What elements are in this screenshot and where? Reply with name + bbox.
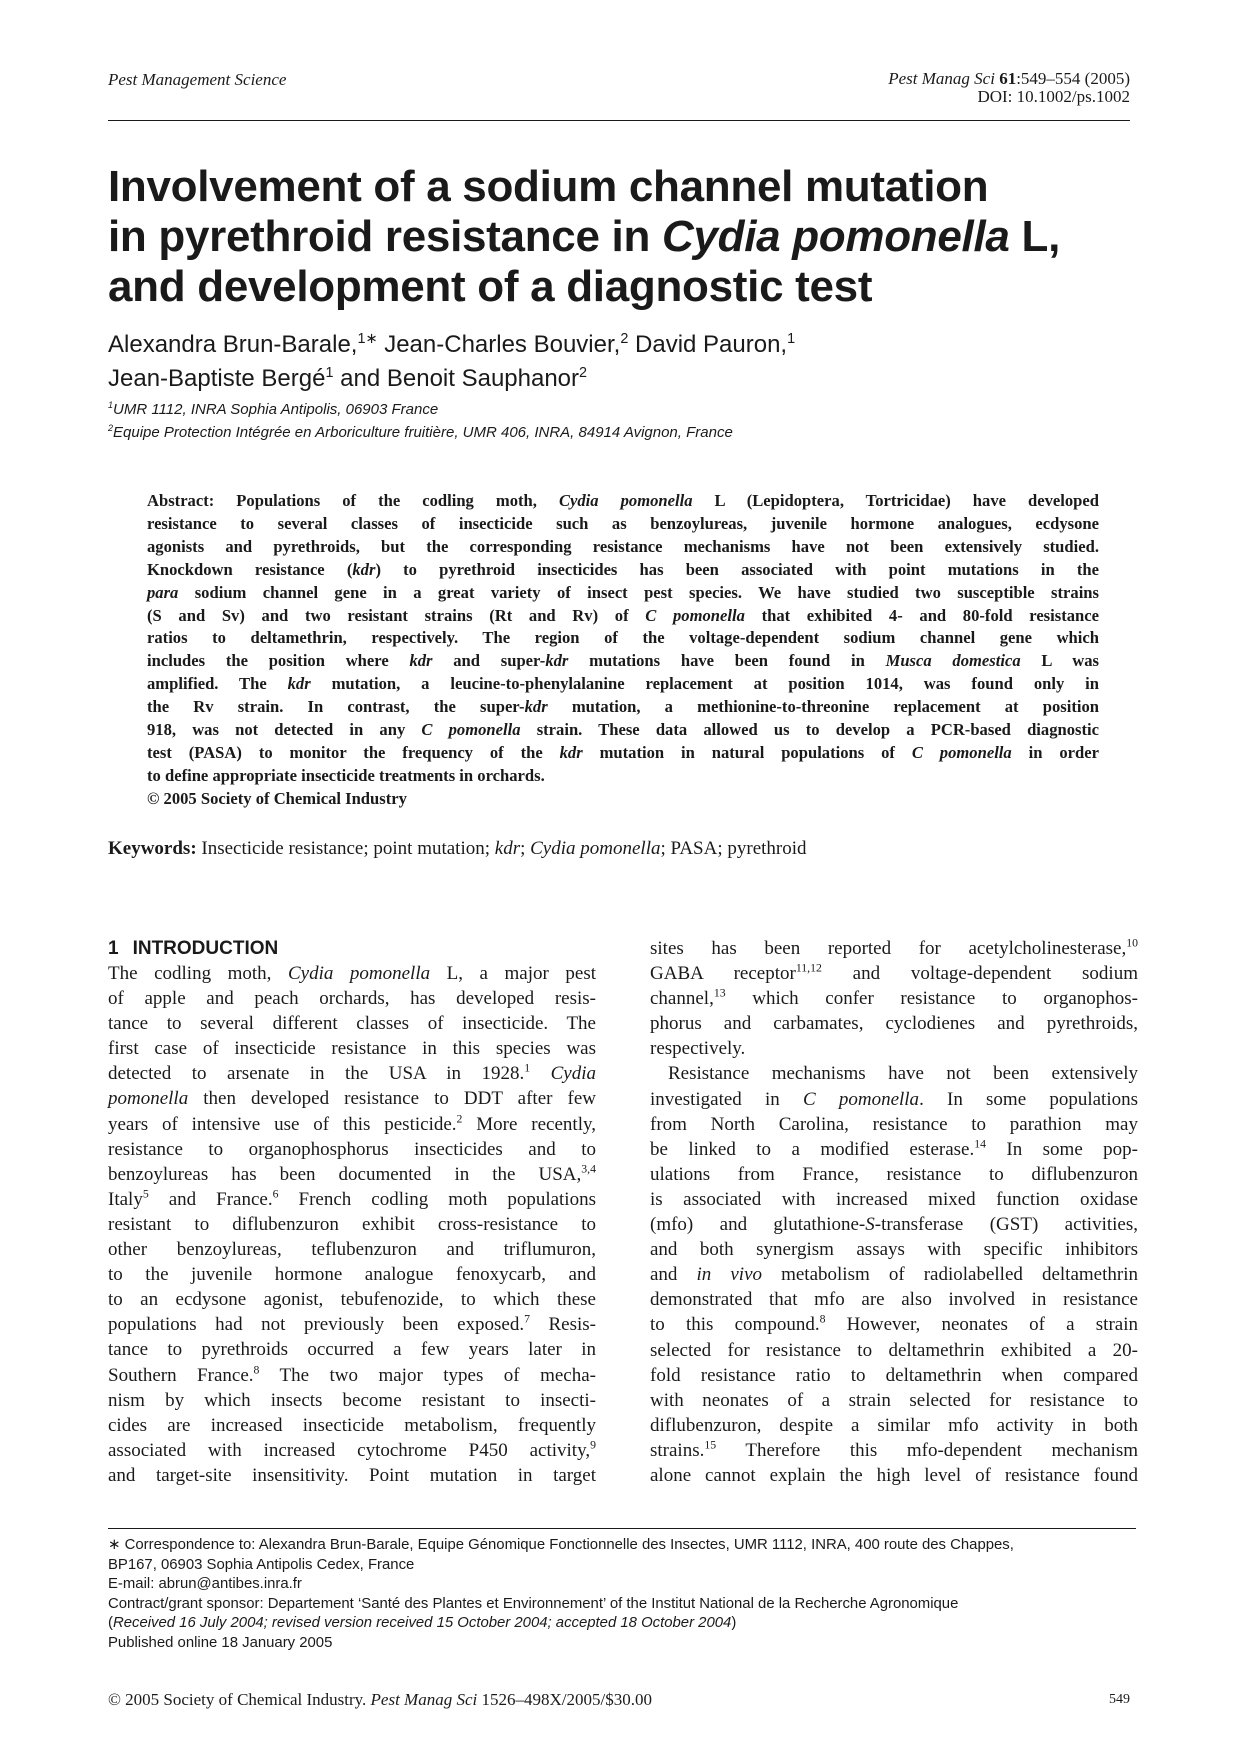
citation-ref: 13 — [713, 986, 726, 1000]
footnote-received — [108, 1614, 1138, 1634]
citation-ref: 3,4 — [581, 1162, 596, 1176]
author-name: David Pauron, — [628, 331, 788, 358]
body-line: phorus and carbamates, cyclodienes and pyrethroids, — [650, 1013, 1138, 1035]
body-text: then developed resistance to DDT after few — [188, 1088, 596, 1110]
abstract-line — [147, 490, 1099, 513]
body-line: to an ecdysone agonist, tebufenozide, to which these — [108, 1289, 596, 1311]
abstract-text: test (PASA) to monitor the frequency of the — [147, 742, 560, 762]
author-name: Alexandra Brun-Barale, — [108, 331, 358, 358]
abstract-text: ) to pyrethroid insecticides has been associated with point mutations in the — [375, 559, 1099, 579]
header-rule — [108, 120, 1130, 121]
author-affiliation-marker: 2 — [579, 365, 588, 381]
body-line — [108, 1162, 596, 1187]
abstract-italic: para — [147, 582, 179, 602]
abstract-italic: kdr — [352, 559, 376, 579]
body-line: is associated with increased mixed function oxidase — [650, 1188, 1138, 1210]
keywords-text: ; PASA; pyrethroid — [660, 838, 807, 859]
body-text: sites has been reported for acetylcholinesterase, — [650, 938, 1127, 959]
abstract-text: Abstract: Populations of the codling moth, — [147, 491, 559, 510]
body-text: investigated in — [650, 1088, 803, 1110]
footnote-sponsor: Contract/grant sponsor: Departement ‘Santé des Plantes et Environnement’ of the Institut National de la Recherche Agronomique — [108, 1595, 959, 1612]
citation-volume: 61 — [999, 69, 1017, 88]
footnote-address: BP167, 06903 Sophia Antipolis Cedex, France — [108, 1556, 415, 1573]
abstract-line: resistance to several classes of insecticide such as benzoylureas, juvenile hormone analogues, ecdysone — [147, 513, 1099, 533]
footer-journal: Pest Manag Sci — [370, 1690, 478, 1709]
body-text: and — [650, 1264, 697, 1286]
body-text: However, neonates of a strain — [825, 1314, 1138, 1336]
section-heading-introduction — [108, 936, 596, 961]
affiliation-text: UMR 1112, INRA Sophia Antipolis, 06903 France — [113, 401, 439, 418]
citation-ref: 1 — [524, 1062, 531, 1076]
citation-line — [888, 70, 1130, 88]
abstract-text: 918, was not detected in any — [147, 720, 422, 740]
footnote-text: ) — [731, 1615, 737, 1632]
body-text: years of intensive use of this pesticide. — [108, 1113, 457, 1135]
footnote-rule — [108, 1528, 1136, 1529]
journal-name: Pest Management Science — [108, 70, 287, 89]
body-line — [108, 961, 596, 986]
abstract-text: mutations have been found in — [568, 651, 886, 671]
body-text: The two major types of mecha- — [259, 1364, 596, 1386]
body-line — [650, 986, 1138, 1011]
abstract-line — [147, 605, 1099, 628]
abstract-text: mutation, a methionine-to-threonine replacement at position — [547, 697, 1100, 717]
body-line — [108, 1363, 596, 1388]
body-line: selected for resistance to deltamethrin exhibited a 20- — [650, 1339, 1138, 1361]
abstract-italic: C pomonella — [421, 720, 521, 740]
citation-ref: 15 — [704, 1438, 717, 1452]
affiliation-marker: 1 — [108, 400, 114, 410]
page-number: 549 — [1109, 1692, 1130, 1707]
citation-ref: 6 — [272, 1187, 279, 1201]
body-line — [108, 1187, 596, 1212]
abstract-copyright: © 2005 Society of Chemical Industry — [147, 788, 407, 808]
body-column-right — [650, 936, 1138, 1488]
body-text: GABA receptor — [650, 963, 796, 985]
body-line: first case of insecticide resistance in this species was — [108, 1038, 596, 1060]
body-line — [650, 1137, 1138, 1162]
citation-ref: 2 — [456, 1112, 463, 1126]
body-line — [650, 936, 1138, 961]
citation-ref: 8 — [253, 1363, 260, 1377]
body-line — [108, 1086, 596, 1111]
body-text: benzoylureas has been documented in the USA, — [108, 1163, 582, 1185]
body-text: be linked to a modified esterase. — [650, 1138, 975, 1160]
abstract-text: L (Lepidoptera, Tortricidae) have developed — [692, 491, 1100, 510]
abstract-text: and super- — [432, 651, 546, 671]
body-line: resistant to diflubenzuron exhibit cross-resistance to — [108, 1213, 596, 1235]
footnote-correspondence: ∗ Correspondence to: Alexandra Brun-Barale, Equipe Génomique Fonctionnelle des Insectes, UMR 1112, INRA, 400 route des Chappes, — [108, 1537, 1014, 1553]
citation-ref: 14 — [974, 1137, 986, 1151]
body-line: other benzoylureas, teflubenzuron and triflumuron, — [108, 1239, 596, 1261]
abstract-text: that exhibited 4- and 80-fold resistance — [744, 605, 1099, 625]
body-text: (mfo) and glutathione- — [650, 1214, 866, 1236]
body-line — [650, 961, 1138, 986]
abstract-italic: kdr — [524, 697, 548, 717]
affiliation-marker: 2 — [108, 423, 114, 433]
author-name: Jean-Charles Bouvier, — [377, 331, 621, 358]
abstract-italic: kdr — [287, 674, 311, 694]
body-text: to this compound. — [650, 1314, 820, 1336]
abstract-line — [147, 696, 1099, 719]
keywords-text: ; — [520, 838, 531, 859]
abstract-text: amplified. The — [147, 674, 288, 694]
abstract-italic: Cydia pomonella — [558, 491, 693, 510]
abstract-italic: kdr — [409, 651, 433, 671]
abstract-line: to define appropriate insecticide treatments in orchards. — [147, 765, 545, 785]
body-line: fold resistance ratio to deltamethrin when compared — [650, 1364, 1138, 1386]
body-text: and voltage-dependent sodium — [821, 963, 1138, 985]
body-text: French codling moth populations — [278, 1188, 596, 1210]
abstract-italic: Musca domestica — [885, 651, 1021, 671]
body-text: which confer resistance to organophos- — [725, 988, 1138, 1010]
body-line: alone cannot explain the high level of resistance found — [650, 1464, 1138, 1486]
body-text: detected to arsenate in the USA in 1928. — [108, 1063, 525, 1085]
body-line: and target-site insensitivity. Point mutation in target — [108, 1464, 596, 1486]
citation-ref: 5 — [142, 1187, 149, 1201]
footnotes — [108, 1536, 1138, 1654]
body-text: . In some populations — [919, 1088, 1138, 1110]
abstract-italic: C pomonella — [911, 742, 1012, 762]
footer-issn: 1526–498X/2005/$30.00 — [477, 1690, 652, 1709]
body-line — [650, 1212, 1138, 1237]
author-affiliation-marker: 1 — [325, 365, 334, 381]
abstract-line: agonists and pyrethroids, but the corresponding resistance mechanisms have not been extensively studied. — [147, 536, 1099, 556]
body-text: Therefore this mfo-dependent mechanism — [716, 1439, 1138, 1461]
body-line: respectively. — [650, 1038, 746, 1060]
abstract-text: mutation, a leucine-to-phenylalanine replacement at position 1014, was found only in — [310, 674, 1100, 694]
abstract-line — [147, 719, 1099, 742]
author-name: and Benoit Sauphanor — [333, 365, 580, 392]
title-line-3: and development of a diagnostic test — [108, 262, 873, 311]
abstract-text: L was — [1020, 651, 1100, 671]
body-text: In some pop- — [985, 1138, 1139, 1160]
citation-ref: 11,12 — [795, 961, 822, 975]
footnote-italic: Received 16 July 2004; revised version received 15 October 2004; accepted 18 October 2004 — [112, 1615, 732, 1632]
citation-block — [888, 70, 1130, 106]
keyword-italic: kdr — [494, 838, 521, 859]
citation-ref: 9 — [590, 1438, 596, 1452]
body-line: to the juvenile hormone analogue fenoxycarb, and — [108, 1264, 596, 1286]
abstract-text: the Rv strain. In contrast, the super- — [147, 697, 525, 717]
body-line — [650, 1438, 1138, 1463]
body-text: Italy — [108, 1188, 143, 1210]
body-line: with neonates of a strain selected for resistance to — [650, 1389, 1138, 1411]
affiliations — [108, 398, 1128, 444]
body-line: tance to pyrethroids occurred a few years later in — [108, 1339, 596, 1361]
section-title: INTRODUCTION — [132, 938, 279, 959]
body-text: associated with increased cytochrome P450 activity, — [108, 1439, 591, 1461]
body-italic: pomonella — [108, 1088, 189, 1110]
abstract-italic: kdr — [559, 742, 583, 762]
abstract-line — [147, 582, 1099, 605]
abstract-line: ratios to deltamethrin, respectively. The region of the voltage-dependent sodium channel gene which — [147, 628, 1099, 648]
author-affiliation-marker: 2 — [620, 331, 629, 347]
footer-text: © 2005 Society of Chemical Industry. — [108, 1690, 371, 1709]
body-text: The codling moth, — [108, 963, 288, 984]
body-text: More recently, — [462, 1113, 596, 1135]
body-line: tance to several different classes of insecticide. The — [108, 1013, 596, 1035]
title-species: Cydia pomonella — [661, 212, 1010, 261]
body-line: nism by which insects become resistant to insecti- — [108, 1389, 596, 1411]
body-column-left — [108, 936, 596, 1488]
body-text: metabolism of radiolabelled deltamethrin — [762, 1264, 1138, 1286]
abstract — [147, 490, 1099, 811]
author-line-1 — [108, 328, 1128, 362]
section-number: 1 — [108, 938, 119, 959]
body-line — [650, 1087, 1138, 1112]
title-line-2-text: in pyrethroid resistance in — [108, 212, 662, 261]
abstract-line — [147, 650, 1099, 673]
footer-copyright — [108, 1690, 652, 1710]
abstract-text: (S and Sv) and two resistant strains (Rt and Rv) of — [147, 605, 646, 625]
body-italic: Cydia pomonella — [287, 963, 431, 984]
body-line: demonstrated that mfo are also involved in resistance — [650, 1289, 1138, 1311]
citation-journal: Pest Manag Sci — [888, 69, 995, 88]
citation-pages: :549–554 (2005) — [1016, 69, 1130, 88]
body-line — [108, 1312, 596, 1337]
body-line: from North Carolina, resistance to parathion may — [650, 1113, 1138, 1135]
keywords-text: Insecticide resistance; point mutation; — [196, 838, 495, 859]
keywords-label: Keywords: — [108, 838, 197, 859]
body-line — [108, 1061, 596, 1086]
body-text: -transferase (GST) activities, — [874, 1214, 1138, 1236]
body-line — [108, 1438, 596, 1463]
body-line: diflubenzuron, despite a similar mfo activity in both — [650, 1414, 1138, 1436]
abstract-line — [147, 559, 1099, 582]
body-text: Resis- — [529, 1314, 597, 1336]
affiliation-2 — [108, 421, 1128, 444]
citation-ref: 10 — [1126, 936, 1138, 950]
abstract-text: includes the position where — [147, 651, 410, 671]
affiliation-text: Equipe Protection Intégrée en Arboriculture fruitière, UMR 406, INRA, 84914 Avignon, France — [113, 424, 733, 441]
abstract-line — [147, 742, 1099, 765]
body-line — [650, 1312, 1138, 1337]
keywords — [108, 838, 1138, 860]
abstract-text: in order — [1011, 742, 1099, 762]
author-list — [108, 328, 1128, 396]
abstract-text: mutation in natural populations of — [582, 742, 912, 762]
article-title — [108, 162, 1138, 312]
body-text: populations had not previously been exposed. — [108, 1314, 525, 1336]
body-italic: S — [865, 1214, 875, 1236]
title-line-2-end: L, — [1009, 212, 1060, 261]
body-italic: in vivo — [696, 1264, 763, 1286]
footnote-text: ( — [108, 1615, 113, 1632]
body-line: and both synergism assays with specific inhibitors — [650, 1239, 1138, 1261]
body-italic: C pomonella — [802, 1088, 920, 1110]
abstract-text: Knockdown resistance ( — [147, 559, 353, 579]
doi: DOI: 10.1002/ps.1002 — [977, 87, 1130, 106]
author-affiliation-marker: 1 — [787, 331, 796, 347]
author-line-2 — [108, 362, 1128, 396]
body-line — [650, 1262, 1138, 1287]
body-text: L, a major pest — [430, 963, 596, 984]
body-line: ulations from France, resistance to diflubenzuron — [650, 1163, 1138, 1185]
author-name: Jean-Baptiste Bergé — [108, 365, 326, 392]
body-line: Resistance mechanisms have not been extensively — [668, 1063, 1138, 1085]
body-text: strains. — [650, 1439, 705, 1461]
title-line-1: Involvement of a sodium channel mutation — [108, 162, 989, 211]
abstract-text: strain. These data allowed us to develop a PCR-based diagnostic — [520, 720, 1099, 740]
body-line: of apple and peach orchards, has developed resis- — [108, 988, 596, 1010]
body-text: channel, — [650, 988, 714, 1010]
keyword-italic: Cydia pomonella — [530, 838, 661, 859]
affiliation-1 — [108, 398, 1128, 421]
body-italic: Cydia — [530, 1063, 596, 1085]
footnote-published: Published online 18 January 2005 — [108, 1634, 333, 1651]
abstract-line — [147, 673, 1099, 696]
citation-ref: 7 — [524, 1312, 530, 1326]
abstract-italic: C pomonella — [645, 605, 745, 625]
author-affiliation-marker: 1∗ — [357, 331, 378, 347]
abstract-italic: kdr — [545, 651, 569, 671]
body-text: and France. — [148, 1188, 273, 1210]
body-line: cides are increased insecticide metabolism, frequently — [108, 1414, 596, 1436]
title-line-2 — [108, 212, 1138, 262]
body-line — [108, 1112, 596, 1137]
citation-ref: 8 — [819, 1313, 826, 1327]
abstract-text: sodium channel gene in a great variety of insect pest species. We have studied two susceptible strains — [178, 582, 1099, 602]
body-line: resistance to organophosphorus insecticides and to — [108, 1138, 596, 1160]
footnote-email: E-mail: abrun@antibes.inra.fr — [108, 1576, 302, 1593]
body-text: Southern France. — [108, 1364, 254, 1386]
